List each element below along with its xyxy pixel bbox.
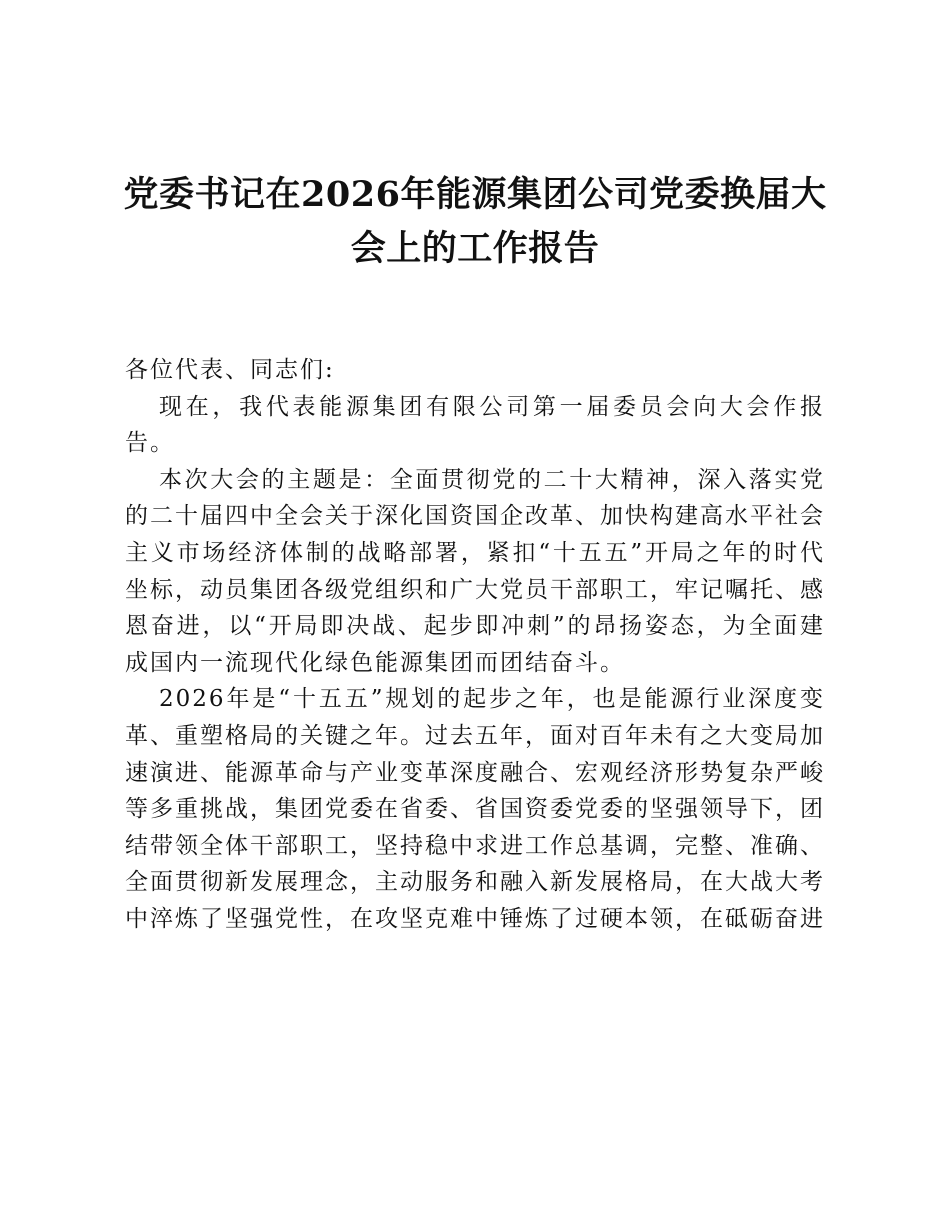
paragraph-1: 现在，我代表能源集团有限公司第一届委员会向大会作报告。 (125, 393, 825, 457)
paragraph-3: 2026年是“十五五”规划的起步之年，也是能源行业深度变革、重塑格局的关键之年。过去五年，面对百年未有之大变局加速演进、能源革命与产业变革深度融合、宏观经济形势复杂严峻等多重挑战，集团党委在省委、省国资委党委的坚强领导下，团结带领全体干部职工，坚持稳中求进工作总基调，完整、准确、全面贯彻新发展理念，主动服务和融入新发展格局，在大战大考中淬炼了坚强党性，在攻坚克难中锤炼了过硬本领，在砥砺奋进 (125, 686, 825, 932)
document-title: 党委书记在2026年能源集团公司党委换届大会上的工作报告 (123, 174, 827, 269)
paragraph-2: 本次大会的主题是：全面贯彻党的二十大精神，深入落实党的二十届四中全会关于深化国资国企改革、加快构建高水平社会主义市场经济体制的战略部署，紧扣“十五五”开局之年的时代坐标，动员集团各级党组织和广大党员干部职工，牢记嘱托、感恩奋进，以“开局即决战、起步即冲刺”的昂扬姿态，为全面建成国内一流现代化绿色能源集团而团结奋斗。 (125, 466, 825, 676)
salutation: 各位代表、同志们: (125, 357, 335, 383)
document-body (125, 352, 825, 938)
